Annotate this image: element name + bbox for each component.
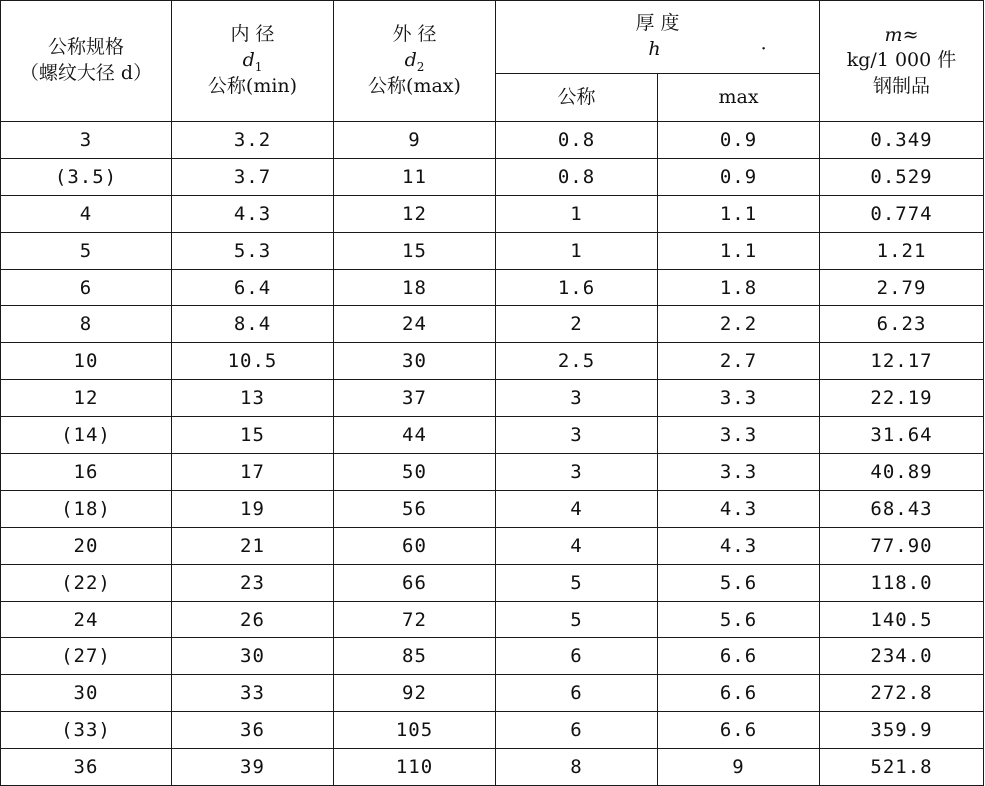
table-row	[1, 232, 984, 269]
hmax-cell: 1.1	[658, 232, 820, 269]
h-cell: 1	[496, 232, 658, 269]
d1-cell: 13	[172, 380, 334, 417]
header-d1-line1: 内 径	[230, 22, 275, 45]
mass-cell: 272.8	[820, 675, 984, 712]
spec-cell: (14)	[1, 417, 172, 454]
header-h-symbol: h	[648, 38, 661, 60]
d1-cell: 39	[172, 749, 334, 786]
d1-cell: 19	[172, 490, 334, 527]
spec-cell: 30	[1, 675, 172, 712]
mass-cell: 6.23	[820, 306, 984, 343]
table-row	[1, 380, 984, 417]
d1-cell: 21	[172, 527, 334, 564]
spec-cell: 36	[1, 749, 172, 786]
h-cell: 2	[496, 306, 658, 343]
h-cell: 2.5	[496, 343, 658, 380]
h-cell: 3	[496, 454, 658, 491]
spec-cell: (3.5)	[1, 158, 172, 195]
header-spec-line1: 公称规格	[47, 36, 124, 59]
mass-cell: 0.529	[820, 158, 984, 195]
header-d2-line3: 公称(max)	[368, 75, 461, 98]
mass-cell: 0.774	[820, 195, 984, 232]
table-row	[1, 564, 984, 601]
hmax-cell: 3.3	[658, 417, 820, 454]
spec-cell: 10	[1, 343, 172, 380]
d1-cell: 4.3	[172, 195, 334, 232]
h-cell: 1	[496, 195, 658, 232]
hmax-cell: 0.9	[658, 122, 820, 159]
hmax-cell: 6.6	[658, 712, 820, 749]
hmax-cell: 3.3	[658, 454, 820, 491]
header-d1-line3: 公称(min)	[207, 75, 298, 98]
header-d2-line1: 外 径	[392, 22, 437, 45]
table-row	[1, 195, 984, 232]
table-row	[1, 749, 984, 786]
d2-cell: 44	[334, 417, 496, 454]
header-h-dot: ·	[760, 38, 767, 60]
d1-cell: 33	[172, 675, 334, 712]
d2-cell: 50	[334, 454, 496, 491]
table-body	[1, 122, 984, 786]
hmax-cell: 1.8	[658, 269, 820, 306]
d2-cell: 60	[334, 527, 496, 564]
h-cell: 0.8	[496, 122, 658, 159]
hmax-cell: 2.7	[658, 343, 820, 380]
d2-cell: 92	[334, 675, 496, 712]
header-m-line1: m≈	[884, 23, 919, 46]
mass-cell: 2.79	[820, 269, 984, 306]
d2-cell: 30	[334, 343, 496, 380]
spec-cell: 3	[1, 122, 172, 159]
header-d1	[172, 1, 334, 122]
hmax-cell: 0.9	[658, 158, 820, 195]
d1-cell: 5.3	[172, 232, 334, 269]
table-row	[1, 638, 984, 675]
d1-cell: 30	[172, 638, 334, 675]
h-cell: 0.8	[496, 158, 658, 195]
mass-cell: 0.349	[820, 122, 984, 159]
table-row	[1, 122, 984, 159]
spec-cell: 12	[1, 380, 172, 417]
table-row	[1, 158, 984, 195]
h-cell: 6	[496, 675, 658, 712]
d2-cell: 66	[334, 564, 496, 601]
header-h-nominal: 公称	[496, 74, 658, 122]
table-row	[1, 712, 984, 749]
mass-cell: 118.0	[820, 564, 984, 601]
hmax-cell: 2.2	[658, 306, 820, 343]
d2-cell: 15	[334, 232, 496, 269]
header-h-line1: 厚 度	[635, 12, 680, 35]
d1-cell: 3.7	[172, 158, 334, 195]
header-h-max: max	[658, 74, 820, 122]
mass-cell: 140.5	[820, 601, 984, 638]
table-row	[1, 306, 984, 343]
d2-cell: 110	[334, 749, 496, 786]
spec-cell: 8	[1, 306, 172, 343]
d1-cell: 15	[172, 417, 334, 454]
d2-cell: 85	[334, 638, 496, 675]
d1-cell: 23	[172, 564, 334, 601]
d2-cell: 105	[334, 712, 496, 749]
hmax-cell: 6.6	[658, 675, 820, 712]
d1-cell: 36	[172, 712, 334, 749]
header-spec	[1, 1, 172, 122]
h-cell: 4	[496, 527, 658, 564]
spec-cell: 24	[1, 601, 172, 638]
hmax-cell: 3.3	[658, 380, 820, 417]
header-h	[496, 1, 820, 74]
d2-cell: 9	[334, 122, 496, 159]
header-d2-symbol: d	[404, 48, 417, 71]
d1-cell: 26	[172, 601, 334, 638]
table-row	[1, 601, 984, 638]
spec-cell: 4	[1, 195, 172, 232]
table-row	[1, 675, 984, 712]
h-cell: 8	[496, 749, 658, 786]
d1-cell: 10.5	[172, 343, 334, 380]
hmax-cell: 6.6	[658, 638, 820, 675]
spec-cell: 5	[1, 232, 172, 269]
spec-cell: (33)	[1, 712, 172, 749]
d2-cell: 24	[334, 306, 496, 343]
hmax-cell: 5.6	[658, 564, 820, 601]
spec-cell: 6	[1, 269, 172, 306]
spec-cell: 16	[1, 454, 172, 491]
d1-cell: 17	[172, 454, 334, 491]
table-row	[1, 269, 984, 306]
hmax-cell: 4.3	[658, 527, 820, 564]
table-row	[1, 527, 984, 564]
mass-cell: 234.0	[820, 638, 984, 675]
mass-cell: 521.8	[820, 749, 984, 786]
header-m-line2: kg/1 000 件	[846, 49, 957, 72]
table-row	[1, 343, 984, 380]
h-cell: 5	[496, 601, 658, 638]
h-cell: 5	[496, 564, 658, 601]
hmax-cell: 4.3	[658, 490, 820, 527]
header-m-line3: 钢制品	[873, 74, 931, 97]
d1-cell: 3.2	[172, 122, 334, 159]
mass-cell: 12.17	[820, 343, 984, 380]
d2-cell: 11	[334, 158, 496, 195]
table-row	[1, 417, 984, 454]
mass-cell: 359.9	[820, 712, 984, 749]
spec-cell: (18)	[1, 490, 172, 527]
mass-cell: 22.19	[820, 380, 984, 417]
hmax-cell: 1.1	[658, 195, 820, 232]
header-d1-symbol: d	[242, 48, 255, 71]
header-d2-sub: 2	[416, 59, 425, 74]
mass-cell: 31.64	[820, 417, 984, 454]
d2-cell: 18	[334, 269, 496, 306]
hmax-cell: 9	[658, 749, 820, 786]
header-d2	[334, 1, 496, 122]
d2-cell: 72	[334, 601, 496, 638]
spec-cell: 20	[1, 527, 172, 564]
hmax-cell: 5.6	[658, 601, 820, 638]
spec-cell: (27)	[1, 638, 172, 675]
header-d1-sub: 1	[254, 59, 263, 74]
h-cell: 3	[496, 380, 658, 417]
mass-cell: 77.90	[820, 527, 984, 564]
d1-cell: 6.4	[172, 269, 334, 306]
header-spec-line2: （螺纹大径 d）	[19, 62, 153, 84]
table-row	[1, 490, 984, 527]
h-cell: 6	[496, 638, 658, 675]
d2-cell: 37	[334, 380, 496, 417]
header-m	[820, 1, 984, 122]
d1-cell: 8.4	[172, 306, 334, 343]
h-cell: 3	[496, 417, 658, 454]
mass-cell: 68.43	[820, 490, 984, 527]
d2-cell: 56	[334, 490, 496, 527]
h-cell: 1.6	[496, 269, 658, 306]
spec-cell: (22)	[1, 564, 172, 601]
mass-cell: 40.89	[820, 454, 984, 491]
h-cell: 6	[496, 712, 658, 749]
d2-cell: 12	[334, 195, 496, 232]
table-row	[1, 454, 984, 491]
h-cell: 4	[496, 490, 658, 527]
mass-cell: 1.21	[820, 232, 984, 269]
